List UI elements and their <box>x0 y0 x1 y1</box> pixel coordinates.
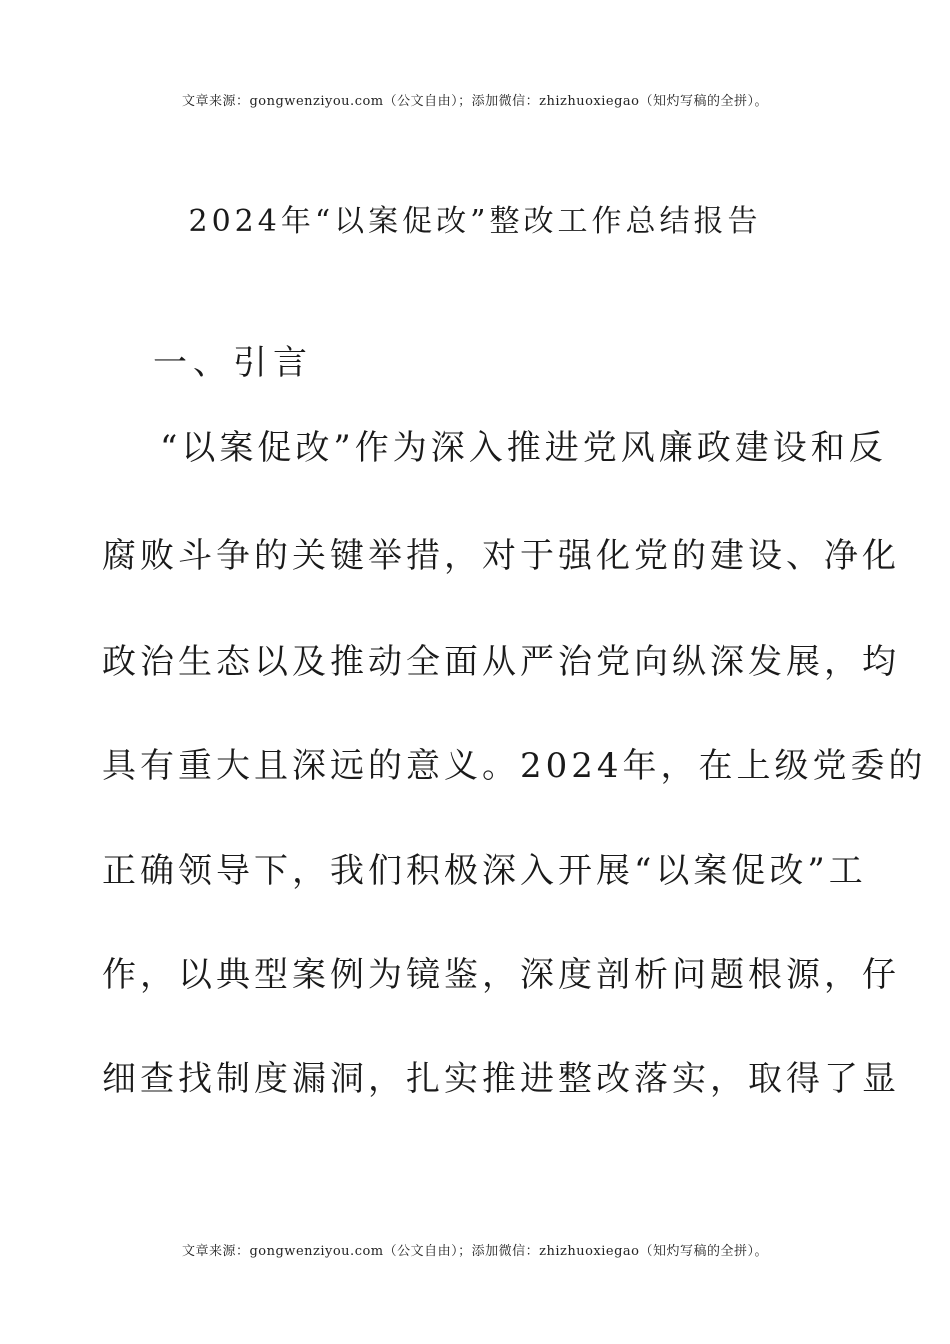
paragraph-line: 正确领导下，我们积极深入开展“以案促改”工 <box>102 851 867 891</box>
paragraph-line: 作，以典型案例为镜鉴，深度剖析问题根源，仔 <box>102 955 900 995</box>
section-heading-introduction: 一、引言 <box>153 343 313 383</box>
document-title: 2024年“以案促改”整改工作总结报告 <box>188 204 762 239</box>
paragraph-line: “以案促改”作为深入推进党风廉政建设和反 <box>160 428 887 468</box>
paragraph-line: 腐败斗争的关键举措，对于强化党的建设、净化 <box>102 536 900 576</box>
footer-source-note: 文章来源：gongwenziyou.com（公文自由）；添加微信：zhizhuoxiegao（知灼写稿的全拼）。 <box>181 1244 769 1259</box>
paragraph-line: 细查找制度漏洞，扎实推进整改落实，取得了显 <box>102 1059 900 1099</box>
header-source-note: 文章来源：gongwenziyou.com（公文自由）；添加微信：zhizhuoxiegao（知灼写稿的全拼）。 <box>181 94 769 109</box>
paragraph-line: 政治生态以及推动全面从严治党向纵深发展，均 <box>102 642 900 682</box>
paragraph-line: 具有重大且深远的意义。2024年，在上级党委的 <box>102 746 927 786</box>
